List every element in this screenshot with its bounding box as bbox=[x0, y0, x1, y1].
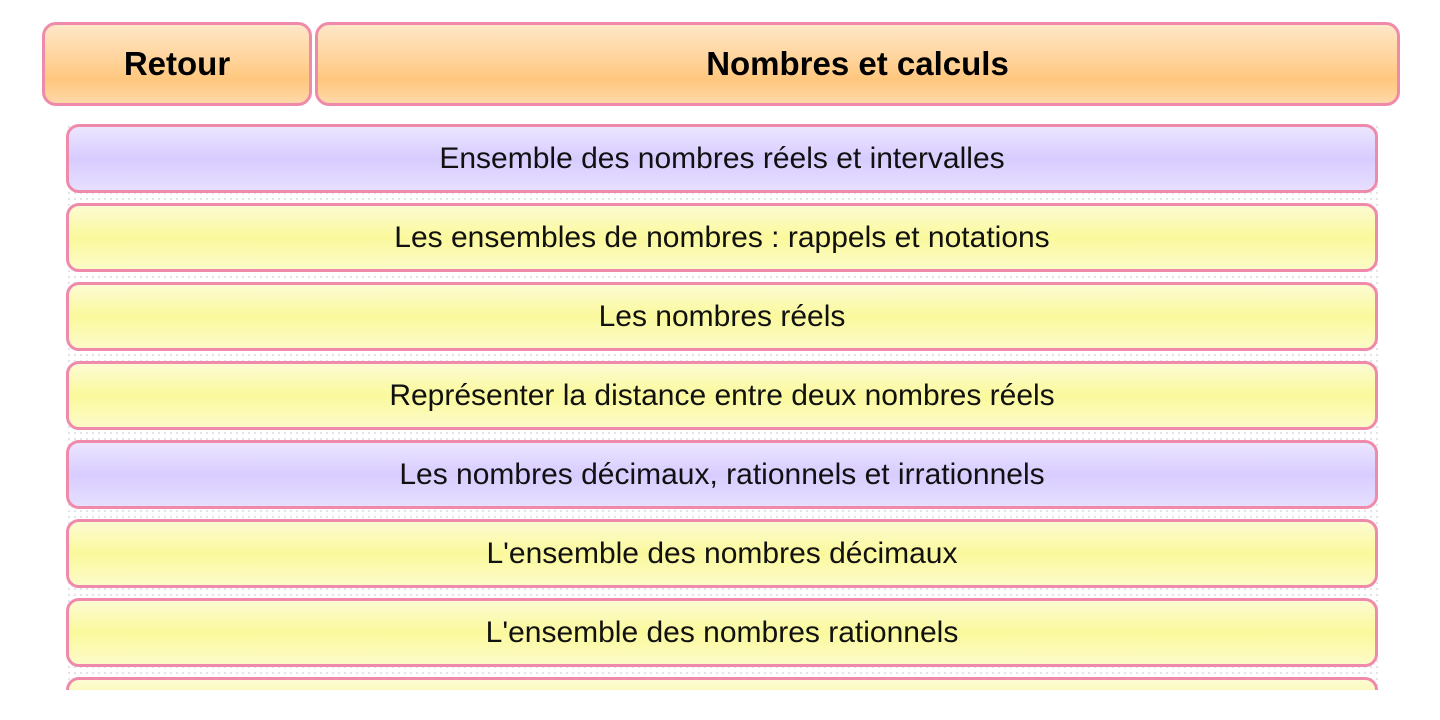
list-item-section[interactable]: Les nombres décimaux, rationnels et irrationnels bbox=[66, 440, 1378, 509]
list-item[interactable]: L'ensemble des nombres rationnels bbox=[66, 598, 1378, 667]
page-title: Nombres et calculs bbox=[315, 22, 1400, 106]
back-button[interactable]: Retour bbox=[42, 22, 312, 106]
list-item[interactable]: Les ensembles de nombres : rappels et notations bbox=[66, 203, 1378, 272]
list-item[interactable]: Les nombres réels bbox=[66, 282, 1378, 351]
list-item-partial[interactable] bbox=[66, 677, 1378, 690]
list-item[interactable]: Représenter la distance entre deux nombres réels bbox=[66, 361, 1378, 430]
lesson-list[interactable] bbox=[66, 124, 1378, 690]
list-item-section[interactable]: Ensemble des nombres réels et intervalles bbox=[66, 124, 1378, 193]
list-item[interactable]: L'ensemble des nombres décimaux bbox=[66, 519, 1378, 588]
